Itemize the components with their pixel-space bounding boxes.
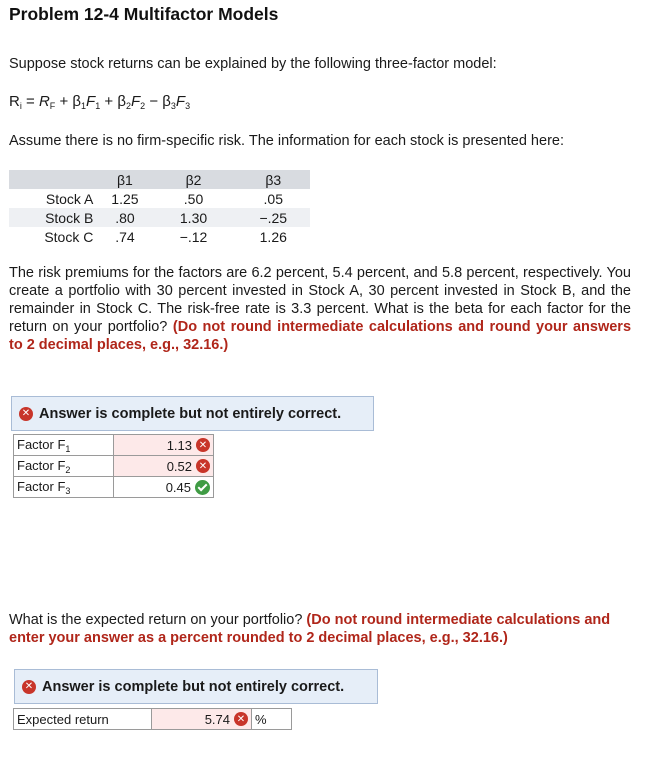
header-cell: β2	[185, 171, 202, 188]
banner-text: Answer is complete but not entirely correct.	[39, 405, 342, 422]
question-1	[9, 264, 631, 354]
check-icon	[195, 480, 210, 495]
page-title: Problem 12-4 Multifactor Models	[9, 4, 279, 24]
table-row	[9, 208, 310, 227]
answer-status-banner-1	[11, 396, 374, 431]
answer-row	[14, 477, 214, 498]
table-cell: .74	[115, 228, 135, 245]
expected-return-input[interactable]: 5.74 ✕	[152, 709, 252, 730]
table-row	[9, 189, 310, 208]
question-1-text: The risk premiums for the factors are 6.2 percent, 5.4 percent, and 5.8 percent, respectively. You create a portfolio with 30 percent invested in Stock A, 30 percent invested in Stock B, and the remainder in Stock C. The risk-free rate is 3.3 percent. What is the beta for each factor for the return on your portfolio?	[9, 265, 631, 335]
expected-return-answer	[13, 708, 292, 730]
table-cell: −.25	[259, 209, 288, 226]
question-2-instruction: (Do not round intermediate calculations and enter your answer as a percent rounded to 2 decimal places, e.g., 32.16.)	[9, 612, 611, 646]
stock-name: Stock C	[44, 228, 94, 245]
incorrect-icon: ✕	[196, 438, 210, 452]
table-cell: .80	[115, 209, 135, 226]
answer-label: Expected return	[14, 709, 152, 730]
header-cell	[9, 170, 99, 189]
answer-row	[14, 709, 292, 730]
factor-beta-answers	[13, 434, 214, 498]
answer-row	[14, 456, 214, 477]
intro-text: Suppose stock returns can be explained by the following three-factor model:	[9, 56, 497, 72]
answer-label: Factor $F_3$	[14, 477, 114, 498]
factor-model-formula: $R_i = R_F + \beta_1F_1 + \beta_2F_2 - \beta_3F_3$	[9, 93, 191, 111]
assumption-text: Assume there is no firm-specific risk. The information for each stock is presented here:	[9, 133, 564, 149]
answer-label: Factor $F_1$	[14, 435, 114, 456]
unit-label: %	[252, 709, 292, 730]
table-cell: .50	[183, 190, 204, 207]
factor-3-input[interactable]: 0.45	[114, 477, 214, 498]
table-cell: 1.30	[179, 209, 208, 226]
answer-label: Factor $F_2$	[14, 456, 114, 477]
incorrect-icon: ✕	[234, 712, 248, 726]
incorrect-icon: ✕	[19, 407, 33, 421]
incorrect-icon: ✕	[196, 459, 210, 473]
question-1-instruction: (Do not round intermediate calculations and round your answers to 2 decimal places, e.g., 32.16.)	[9, 319, 632, 353]
table-cell: −.12	[179, 228, 208, 245]
table-cell: .05	[263, 190, 283, 207]
stock-name: Stock A	[45, 190, 94, 207]
table-cell: 1.25	[111, 190, 139, 207]
beta-table	[9, 170, 310, 246]
factor-2-input[interactable]: 0.52 ✕	[114, 456, 214, 477]
stock-name: Stock B	[45, 209, 94, 226]
beta-table-header	[9, 170, 310, 189]
table-cell: 1.26	[259, 228, 287, 245]
incorrect-icon: ✕	[22, 680, 36, 694]
answer-status-banner-2	[14, 669, 378, 704]
answer-row	[14, 435, 214, 456]
question-2	[9, 611, 639, 647]
question-2-text: What is the expected return on your portfolio?	[9, 612, 303, 628]
header-cell: β1	[117, 171, 133, 188]
factor-1-input[interactable]: 1.13 ✕	[114, 435, 214, 456]
table-row	[9, 227, 310, 246]
header-cell: β3	[265, 171, 282, 188]
banner-text: Answer is complete but not entirely correct.	[42, 678, 345, 695]
